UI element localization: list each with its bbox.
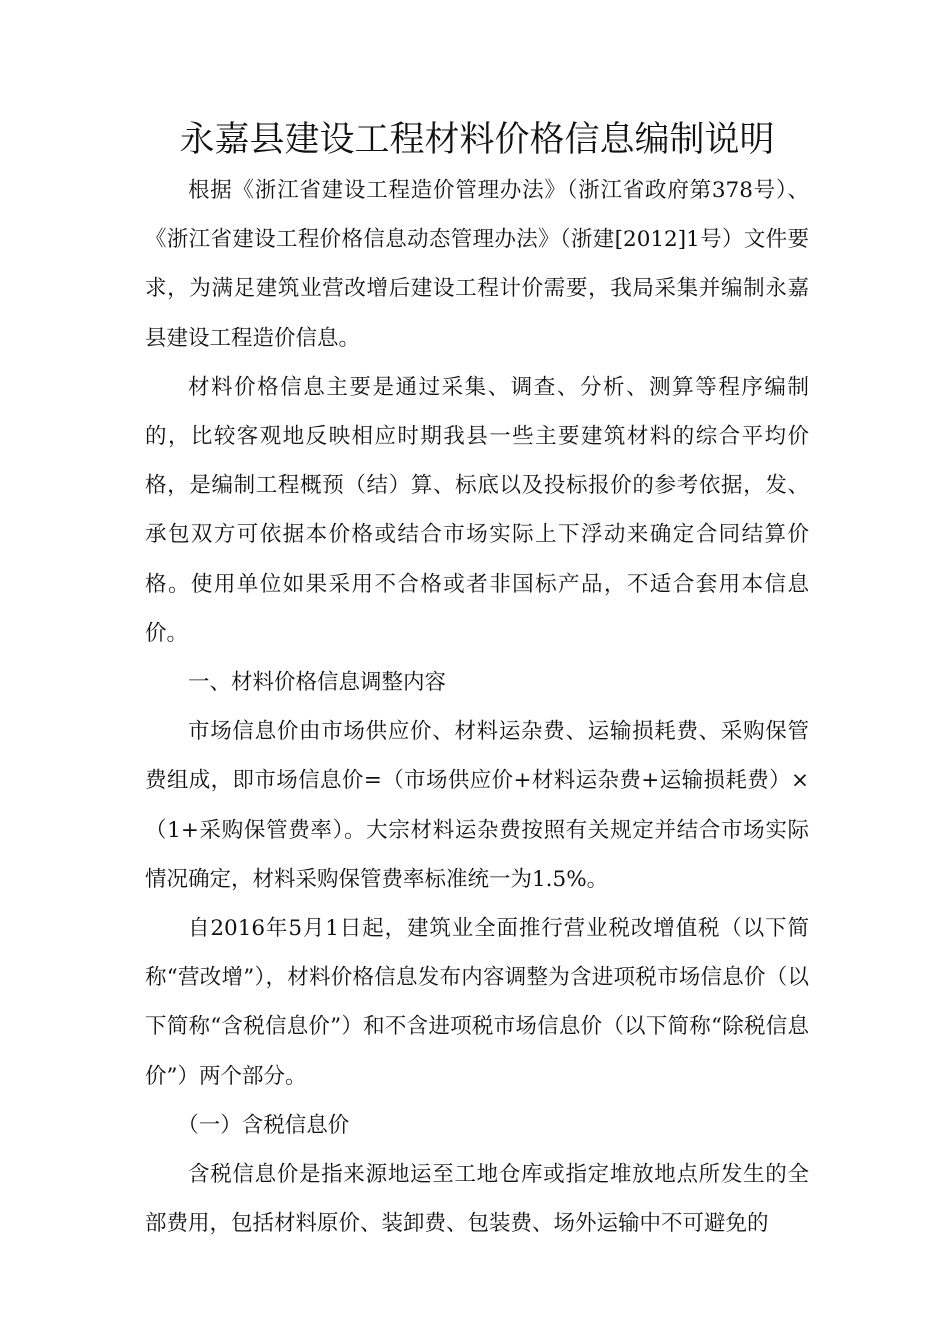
paragraph-vat-reform: 自2016年5月1日起，建筑业全面推行营业税改增值税（以下简称“营改增”），材料价格信息发布内容调整为含进项税市场信息价（以下简称“含税信息价”）和不含进项税市场信息价（以下简称“除税信息价”）两个部分。 bbox=[145, 916, 809, 1089]
paragraph-price-info-description: 材料价格信息主要是通过采集、调查、分析、测算等程序编制的，比较客观地反映相应时期我县一些主要建筑材料的综合平均价格，是编制工程概预（结）算、标底以及投标报价的参考依据，发、承包双方可依据本价格或结合市场实际上下浮动来确定合同结算价格。使用单位如果采用不合格或者非国标产品，不适合套用本信息价。 bbox=[145, 374, 809, 646]
document-body bbox=[145, 166, 809, 1248]
document-title: 永嘉县建设工程材料价格信息编制说明 bbox=[179, 120, 775, 160]
subsection-heading-tax-inclusive: （一）含税信息价 bbox=[177, 1112, 350, 1138]
paragraph-tax-inclusive-definition: 含税信息价是指来源地运至工地仓库或指定堆放地点所发生的全部费用，包括材料原价、装卸费、包装费、场外运输中不可避免的 bbox=[145, 1162, 809, 1237]
paragraph-market-price-formula: 市场信息价由市场供应价、材料运杂费、运输损耗费、采购保管费组成，即市场信息价=（市场供应价+材料运杂费+运输损耗费）×（1+采购保管费率）。大宗材料运杂费按照有关规定并结合市场实际情况确定，材料采购保管费率标准统一为1.5%。 bbox=[145, 719, 809, 892]
section-heading-adjustments: 一、材料价格信息调整内容 bbox=[188, 670, 447, 696]
paragraph-basis: 根据《浙江省建设工程造价管理办法》（浙江省政府第378号）、《浙江省建设工程价格信息动态管理办法》（浙建[2012]1号）文件要求，为满足建筑业营改增后建设工程计价需要，我局采集并编制永嘉县建设工程造价信息。 bbox=[145, 178, 809, 351]
